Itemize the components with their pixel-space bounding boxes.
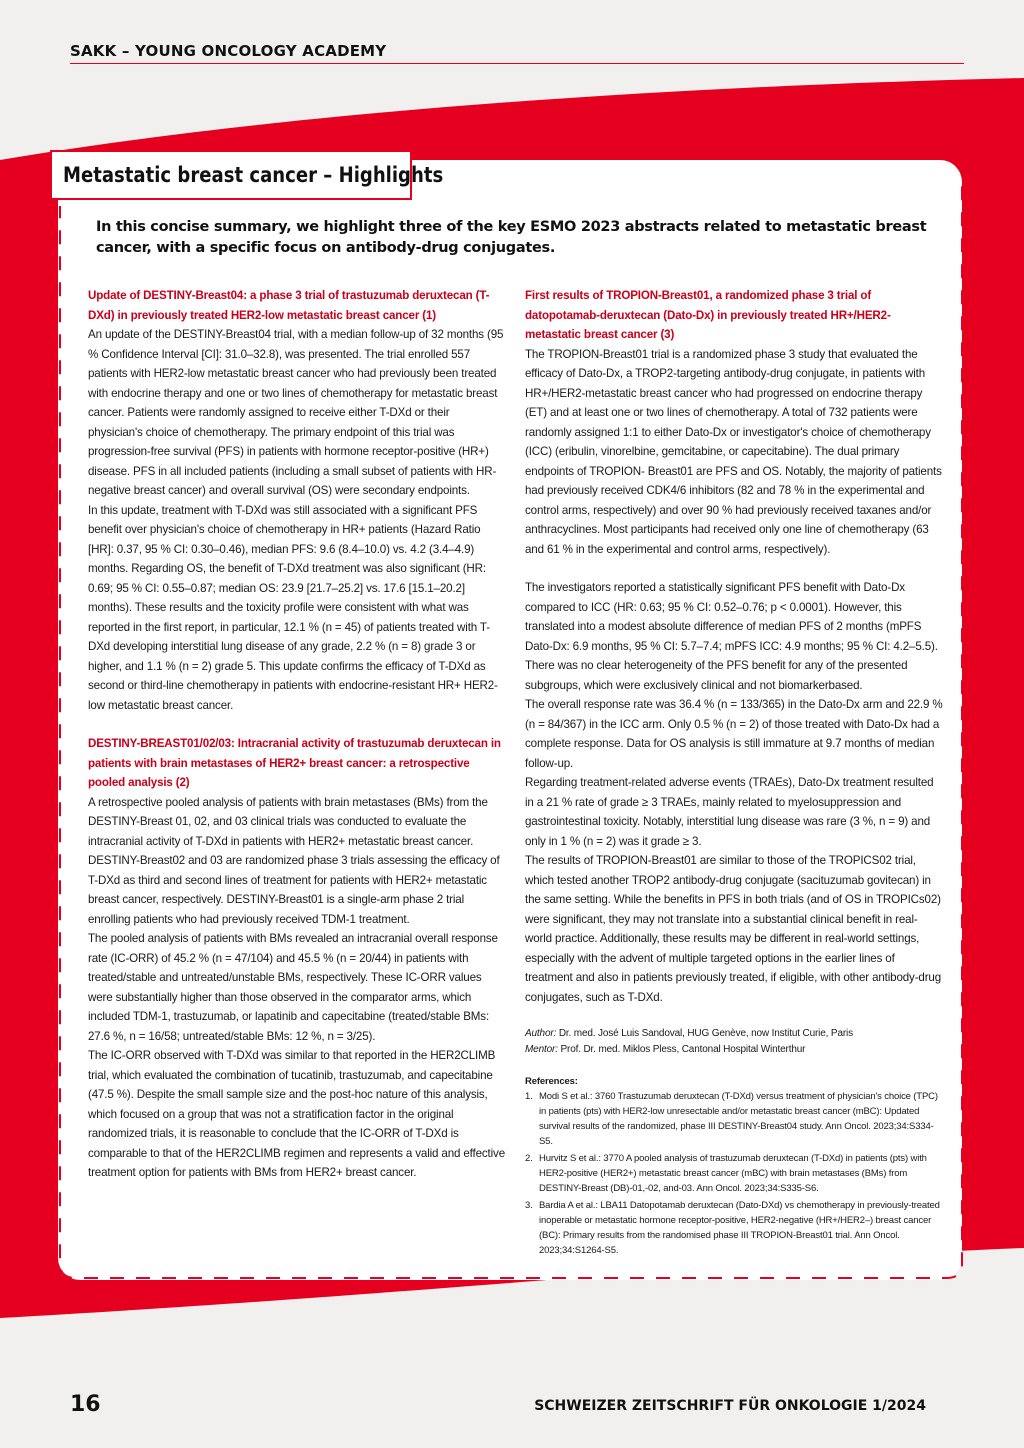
references-heading: References: bbox=[525, 1076, 578, 1087]
paragraph: The overall response rate was 36.4 % (n = 133/365) in the Dato-Dx arm and 22.9 % (n = 84/367) in the ICC arm. Only 0.5 % (n = 2) of those treated with Dato-Dx had a complete response. Data for OS analysis is still immature at 9.7 months of median follow-up. bbox=[525, 698, 943, 770]
author-label: Author: bbox=[525, 1028, 557, 1039]
mentor-name: Prof. Dr. med. Miklos Pless, Cantonal Hospital Winterthur bbox=[557, 1044, 806, 1055]
running-header: SAKK – YOUNG ONCOLOGY ACADEMY bbox=[70, 42, 964, 64]
reference-item: 3. Bardia A et al.: LBA11 Datopotamab deruxtecan (Dato-DXd) vs chemotherapy in previously-treated inoperable or metastatic hormone receptor-positive, HER2-negative (HR+/HER2–) breast cancer (BC): Primary results from the randomised phase III TROPION-Breast01 trial. Ann Oncol. 2023;34:S1264-S5. bbox=[525, 1200, 940, 1256]
paragraph: A retrospective pooled analysis of patients with brain metastases (BMs) from the DESTINY-Breast 01, 02, and 03 clinical trials was conducted to evaluate the intracranial activity of T-DXd in patients with HER2+ metastatic breast cancer. DESTINY-Breast02 and 03 are randomized phase 3 trials assessing the efficacy of T-DXd as third and second lines of treatment for patients with HER2+ metastatic breast cancer, respectively. DESTINY-Breast01 is a single-arm phase 2 trial enrolling patients who had previously received TDM-1 treatment. bbox=[88, 795, 500, 926]
mentor-line bbox=[525, 1042, 943, 1058]
reference-item: 2. Hurvitz S et al.: 3770 A pooled analysis of trastuzumab deruxtecan (T-DXd) in patients (pts) with HER2-positive (HER2+) metastatic breast cancer (mBC) with brain metastases (BMs) from DESTINY-Breast (DB)-01,-02, and-03. Ann Oncol. 2023;34:S335-S6. bbox=[525, 1153, 927, 1194]
author-name: Dr. med. José Luis Sandoval, HUG Genève, now Institut Curie, Paris bbox=[556, 1028, 853, 1039]
paragraph: The results of TROPION-Breast01 are similar to those of the TROPICS02 trial, which tested another TROP2 antibody-drug conjugate (sacituzumab govitecan) in the same setting. While the benefits in PFS in both trials (and of OS in TROPICs02) were significant, they may not translate into a substantial clinical benefit in real-world practice. Additionally, these results may be different in real-world settings, especially with the advent of multiple targeted options in the earlier lines of treatment and also in patients previously treated, if eligible, with other antibody-drug conjugates, such as T-DXd. bbox=[525, 854, 942, 1004]
paragraph: Regarding treatment-related adverse events (TRAEs), Dato-Dx treatment resulted in a 21 % rate of grade ≥ 3 TRAEs, mainly related to myelosuppression and gastrointestinal toxicity. Notably, interstitial lung disease was rare (3 %, n = 9) and only in 1 % (n = 2) was it grade ≥ 3. bbox=[525, 776, 934, 848]
section-heading-destiny-breast04: Update of DESTINY-Breast04: a phase 3 trial of trastuzumab deruxtecan (T-DXd) in previously treated HER2-low metastatic breast cancer (1) bbox=[88, 289, 490, 322]
page-number: 16 bbox=[70, 1392, 101, 1417]
paragraph: An update of the DESTINY-Breast04 trial, with a median follow-up of 32 months (95 % Confidence Interval [CI]: 31.0–32.8), was presented. The trial enrolled 557 patients with HER2-low metastatic breast cancer who had previously been treated with endocrine therapy and one or two lines of chemotherapy for metastatic breast cancer. Patients were randomly assigned to receive either T-DXd or their physician's choice of chemotherapy. The primary endpoint of this trial was progression-free survival (PFS) in patients with hormone receptor-positive (HR+) disease. PFS in all included patients (including a small subset of patients with HR-negative breast cancer) and overall survival (OS) were secondary endpoints. bbox=[88, 328, 504, 497]
paragraph: The TROPION-Breast01 trial is a randomized phase 3 study that evaluated the efficacy of Dato-Dx, a TROP2-targeting antibody-drug conjugate, in patients with HR+/HER2-metastatic breast cancer who had progressed on endocrine therapy (ET) and at least one or two lines of chemotherapy. A total of 732 patients were randomly assigned 1:1 to either Dato-Dx or investigator's choice of chemotherapy (ICC) (eribulin, vinorelbine, gemcitabine, or capecitabine). The dual primary endpoints of TROPION- Breast01 are PFS and OS. Notably, the majority of patients had previously received CDK4/6 inhibitors (82 and 78 % in the experimental and control arms, respectively) and over 90 % had previously received taxanes and/or anthracyclines. Most participants had received only one line of chemotherapy (63 and 61 % in the experimental and control arms, respectively). bbox=[525, 347, 942, 556]
paragraph: The investigators reported a statistically significant PFS benefit with Dato-Dx compared to ICC (HR: 0.63; 95 % CI: 0.52–0.76; p < 0.0001). However, this translated into a modest absolute difference of median PFS of 2 months (mPFS Dato-Dx: 6.9 months, 95 % CI: 5.7–7.4; mPFS ICC: 4.9 months; 95 % CI: 4.2–5.5). There was no clear heterogeneity of the PFS benefit for any of the presented subgroups, which were exclusively clinical and not biomarkerbased. bbox=[525, 581, 938, 692]
author-line bbox=[525, 1026, 943, 1042]
references-list bbox=[525, 1089, 943, 1258]
section-heading-destiny-breast-pooled: DESTINY-BREAST01/02/03: Intracranial activity of trastuzumab deruxtecan in patients with brain metastases of HER2+ breast cancer: a retrospective pooled analysis (2) bbox=[88, 737, 501, 789]
references bbox=[525, 1074, 943, 1258]
paragraph: In this update, treatment with T-DXd was still associated with a significant PFS benefit over physician's choice of chemotherapy in HR+ patients (Hazard Ratio [HR]: 0.37, 95 % CI: 0.30–0.46), median PFS: 9.6 (8.4–10.0) vs. 4.2 (3.4–4.9) months. Regarding OS, the benefit of T-DXd treatment was also significant (HR: 0.69; 95 % CI: 0.55–0.87; median OS: 23.9 [21.7–25.2] vs. 17.6 [15.1–20.2] months). These results and the toxicity profile were consistent with what was reported in the first report, in particular, 12.1 % (n = 45) of patients treated with T-DXd developing interstitial lung disease of any grade, 2.2 % (n = 8) grade 3 or higher, and 1.1 % (n = 2) grade 5. This update confirms the efficacy of T-DXd as second or third-line chemotherapy in patients with endocrine-resistant HR+ HER2-low metastatic breast cancer. bbox=[88, 503, 498, 712]
article-title-box bbox=[50, 150, 444, 200]
left-column bbox=[88, 286, 506, 1183]
journal-name: SCHWEIZER ZEITSCHRIFT FÜR ONKOLOGIE 1/2024 bbox=[534, 1398, 926, 1414]
mentor-label: Mentor: bbox=[525, 1044, 558, 1055]
credits bbox=[525, 1026, 943, 1058]
section-heading-tropion-breast01: First results of TROPION-Breast01, a randomized phase 3 trial of datopotamab-deruxtecan (Dato-Dx) in previously treated HR+/HER2- metastatic breast cancer (3) bbox=[525, 289, 891, 341]
reference-item: 1. Modi S et al.: 3760 Trastuzumab deruxtecan (T-DXd) versus treatment of physician's choice (TPC) in patients (pts) with HER2-low unresectable and/or metastatic breast cancer (mBC): Updated survival results of the randomized, phase III DESTINY-Breast04 study. Ann Oncol. 2023;34:S334-S5. bbox=[525, 1091, 938, 1147]
paragraph: The IC-ORR observed with T-DXd was similar to that reported in the HER2CLIMB trial, which evaluated the combination of tucatinib, trastuzumab, and capecitabine (47.5 %). Despite the small sample size and the post-hoc nature of this analysis, which focused on a group that was not a stratification factor in the original randomized trials, it is reasonable to conclude that the IC-ORR of T-DXd is comparable to that of the HER2CLIMB regimen and represents a valid and effective treatment option for patients with BMs from HER2+ breast cancer. bbox=[88, 1049, 505, 1179]
right-column bbox=[525, 286, 943, 1260]
paragraph: The pooled analysis of patients with BMs revealed an intracranial overall response rate (IC-ORR) of 45.2 % (n = 47/104) and 45.5 % (n = 20/44) in patients with treated/stable and untreated/unstable BMs, respectively. These IC-ORR values were substantially higher than those observed in the comparator arms, which included TDM-1, trastuzumab, or lapatinib and capecitabine (treated/stable BMs: 27.6 %, n = 16/58; untreated/stable BMs: 12 %, n = 3/25). bbox=[88, 932, 498, 1043]
article-intro: In this concise summary, we highlight three of the key ESMO 2023 abstracts related to metastatic breast cancer, with a specific focus on antibody-drug conjugates. bbox=[96, 219, 927, 256]
article-title: Metastatic breast cancer – Highlights bbox=[63, 163, 444, 187]
